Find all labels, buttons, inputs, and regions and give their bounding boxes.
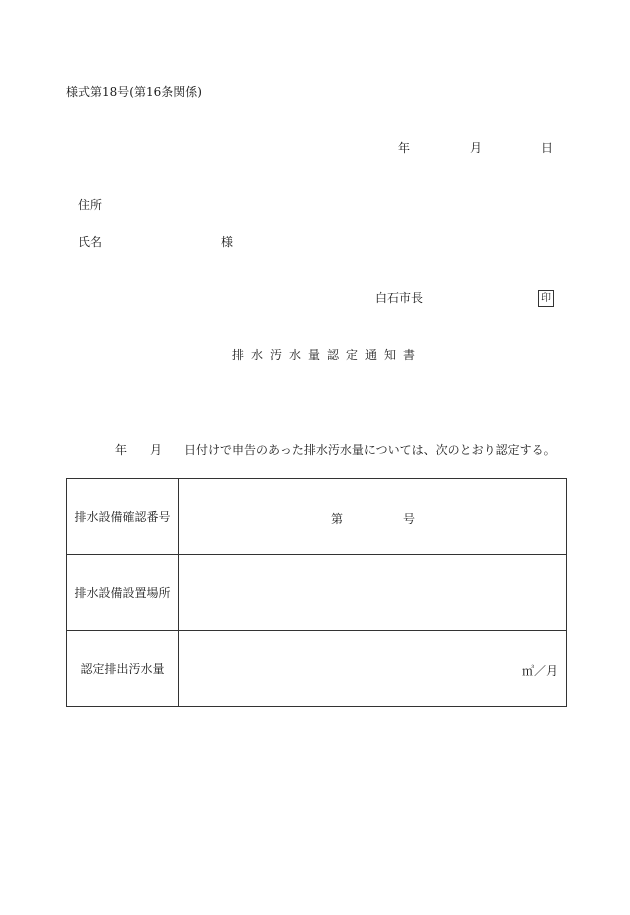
- document-title: 排水汚水量認定通知書: [232, 348, 423, 362]
- seal-mark: 印: [538, 290, 554, 307]
- row-label-installation-location: 排水設備設置場所: [67, 555, 179, 631]
- row-label-certified-volume: 認定排出汚水量: [67, 631, 179, 707]
- number-suffix: 号: [403, 512, 416, 526]
- address-label: 住所: [78, 198, 103, 212]
- issuer-title: 白石市長: [375, 291, 424, 305]
- date-day: 日: [541, 141, 554, 155]
- certification-table: [66, 478, 567, 707]
- name-label: 氏名: [78, 235, 103, 249]
- table-row: [67, 631, 567, 707]
- date-month: 月: [470, 141, 483, 155]
- honorific: 様: [221, 235, 234, 249]
- table-row: [67, 479, 567, 555]
- number-prefix: 第: [331, 512, 344, 526]
- body-text: 日付けで申告のあった排水汚水量については、次のとおり認定する。: [184, 443, 556, 457]
- row-value-confirmation-number: [179, 479, 567, 555]
- body-year: 年: [115, 443, 128, 457]
- row-value-certified-volume: [179, 631, 567, 707]
- form-number: 様式第18号(第16条関係): [66, 85, 202, 99]
- date-year: 年: [398, 141, 411, 155]
- table-row: [67, 555, 567, 631]
- volume-unit: ㎥／月: [521, 664, 558, 678]
- row-value-installation-location: [179, 555, 567, 631]
- row-label-confirmation-number: 排水設備確認番号: [67, 479, 179, 555]
- body-month: 月: [150, 443, 163, 457]
